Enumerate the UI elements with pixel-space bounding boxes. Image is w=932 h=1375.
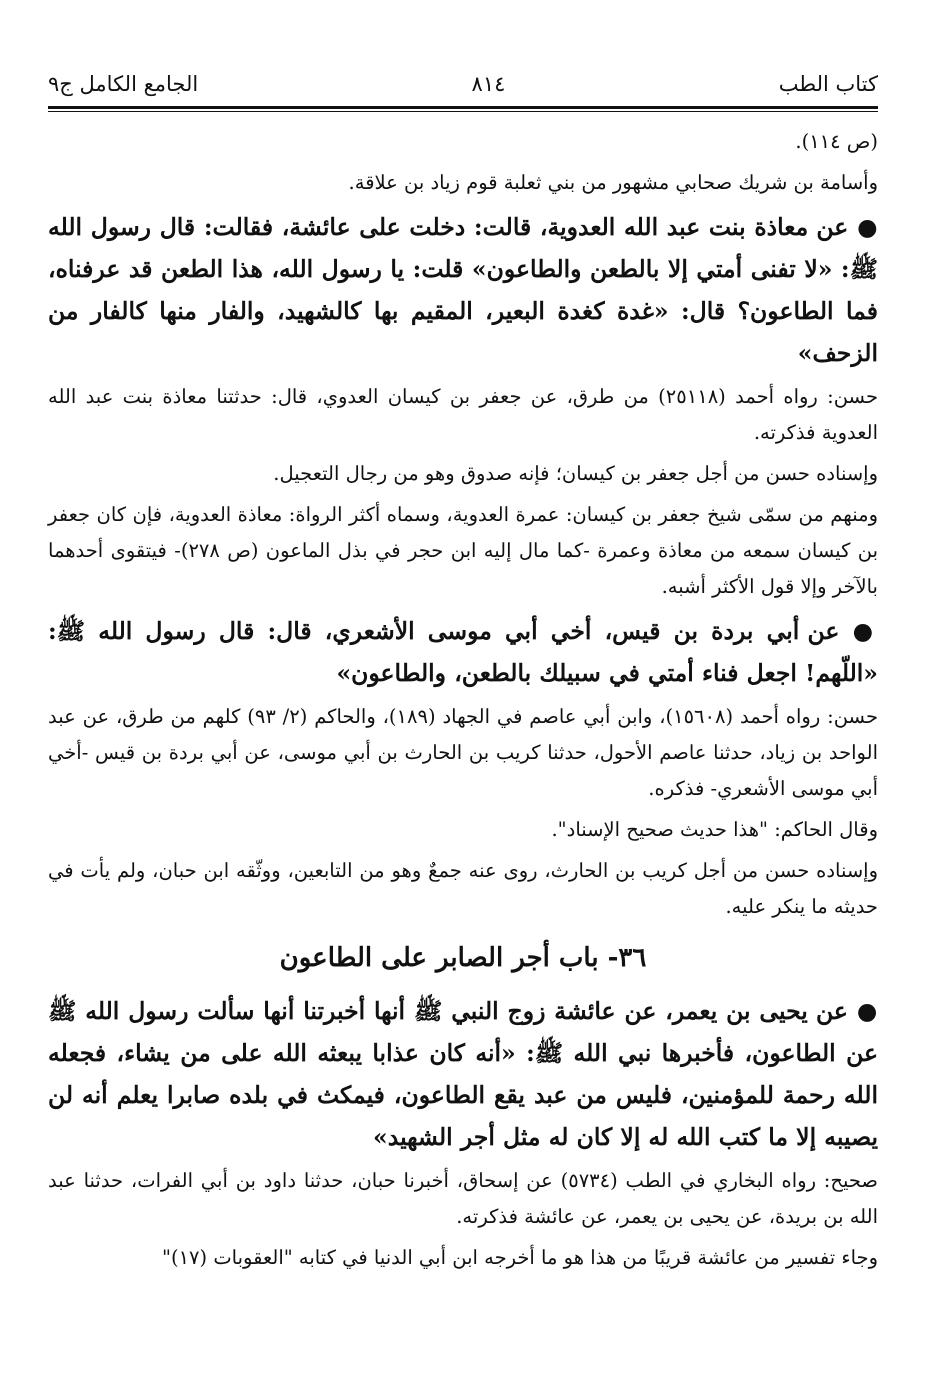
body-text	[48, 124, 878, 1276]
header-rule-thin	[48, 111, 878, 112]
book-title: كتاب الطب	[778, 72, 878, 96]
hadith-paragraph	[48, 206, 878, 374]
hadith-text: عن أبي بردة بن قيس، أخي أبي موسى الأشعري، قال: قال رسول الله ﷺ: «اللّهم! اجعل فناء أمتي في سبيلك بالطعن، والطاعون»	[48, 617, 878, 687]
commentary-paragraph: صحيح: رواه البخاري في الطب (٥٧٣٤) عن إسحاق، أخبرنا حبان، حدثنا داود بن أبي الفرات، حدثنا عبد الله بن بريدة، عن يحيى بن يعمر، عن عائشة فذكرته.	[48, 1169, 878, 1228]
commentary-paragraph: (ص ١١٤).	[795, 130, 878, 153]
commentary-paragraph: حسن: رواه أحمد (٢٥١١٨) من طرق، عن جعفر بن كيسان العدوي، قال: حدثتنا معاذة بنت عبد الله العدوية فذكرته.	[48, 385, 879, 444]
page-number: ٨١٤	[471, 72, 506, 96]
commentary-paragraph: ومنهم من سمّى شيخ جعفر بن كيسان: عمرة العدوية، وسماه أكثر الرواة: معاذة العدوية، فإن كان جعفر بن كيسان سمعه من معاذة وعمرة -كما مال إليه ابن حجر في بذل الماعون (ص ٢٧٨)- فيتقوى أحدهما بالآخر وإلا قول الأكثر أشبه.	[48, 503, 879, 598]
commentary-paragraph: وإسناده حسن من أجل جعفر بن كيسان؛ فإنه صدوق وهو من رجال التعجيل.	[273, 462, 878, 485]
hadith-text: عن يحيى بن يعمر، عن عائشة زوج النبي ﷺ أنها أخبرتنا أنها سألت رسول الله ﷺ عن الطاعون، فأخبرها نبي الله ﷺ: «أنه كان عذابا يبعثه الله على من يشاء، فجعله الله رحمة للمؤمنين، فليس من عبد يقع الطاعون، فيمكث في بلده صابرا يعلم أنه لن يصيبه إلا ما كتب الله له إلا كان له مثل أجر الشهيد»	[48, 997, 878, 1151]
bullet-icon: ●	[852, 617, 878, 645]
commentary-paragraph: وإسناده حسن من أجل كريب بن الحارث، روى عنه جمعٌ وهو من التابعين، ووثّقه ابن حبان، ولم يأت في حديثه ما ينكر عليه.	[48, 859, 878, 918]
running-header	[48, 64, 878, 104]
bullet-icon: ●	[856, 997, 878, 1025]
chapter-heading: ٣٦- باب أجر الصابر على الطاعون	[279, 943, 647, 973]
commentary-paragraph: وأسامة بن شريك صحابي مشهور من بني ثعلبة قوم زياد بن علاقة.	[348, 171, 878, 194]
hadith-paragraph	[48, 990, 878, 1158]
header-rule-thick	[48, 106, 878, 109]
commentary-paragraph: وجاء تفسير من عائشة قريبًا من هذا هو ما أخرجه ابن أبي الدنيا في كتابه "العقوبات (١٧)"	[161, 1246, 878, 1269]
commentary-paragraph: وقال الحاكم: "هذا حديث صحيح الإسناد".	[551, 818, 878, 841]
hadith-paragraph	[48, 610, 878, 694]
commentary-paragraph: حسن: رواه أحمد (١٥٦٠٨)، وابن أبي عاصم في الجهاد (١٨٩)، والحاكم (٢/ ٩٣) كلهم من طرق، عن عبد الواحد بن زياد، حدثنا عاصم الأحول، حدثنا كريب بن الحارث بن أبي موسى، عن أبي بردة بن قيس -أخي أبي موسى الأشعري- فذكره.	[48, 705, 878, 800]
volume-title: الجامع الكامل ج٩	[48, 72, 199, 96]
bullet-icon: ●	[856, 213, 878, 241]
page	[48, 64, 878, 1281]
hadith-text: عن معاذة بنت عبد الله العدوية، قالت: دخلت على عائشة، فقالت: قال رسول الله ﷺ: «لا تفنى أمتي إلا بالطعن والطاعون» قلت: يا رسول الله، هذا الطعن قد عرفناه، فما الطاعون؟ قال: «غدة كغدة البعير، المقيم بها كالشهيد، والفار منها كالفار من الزحف»	[48, 213, 878, 367]
